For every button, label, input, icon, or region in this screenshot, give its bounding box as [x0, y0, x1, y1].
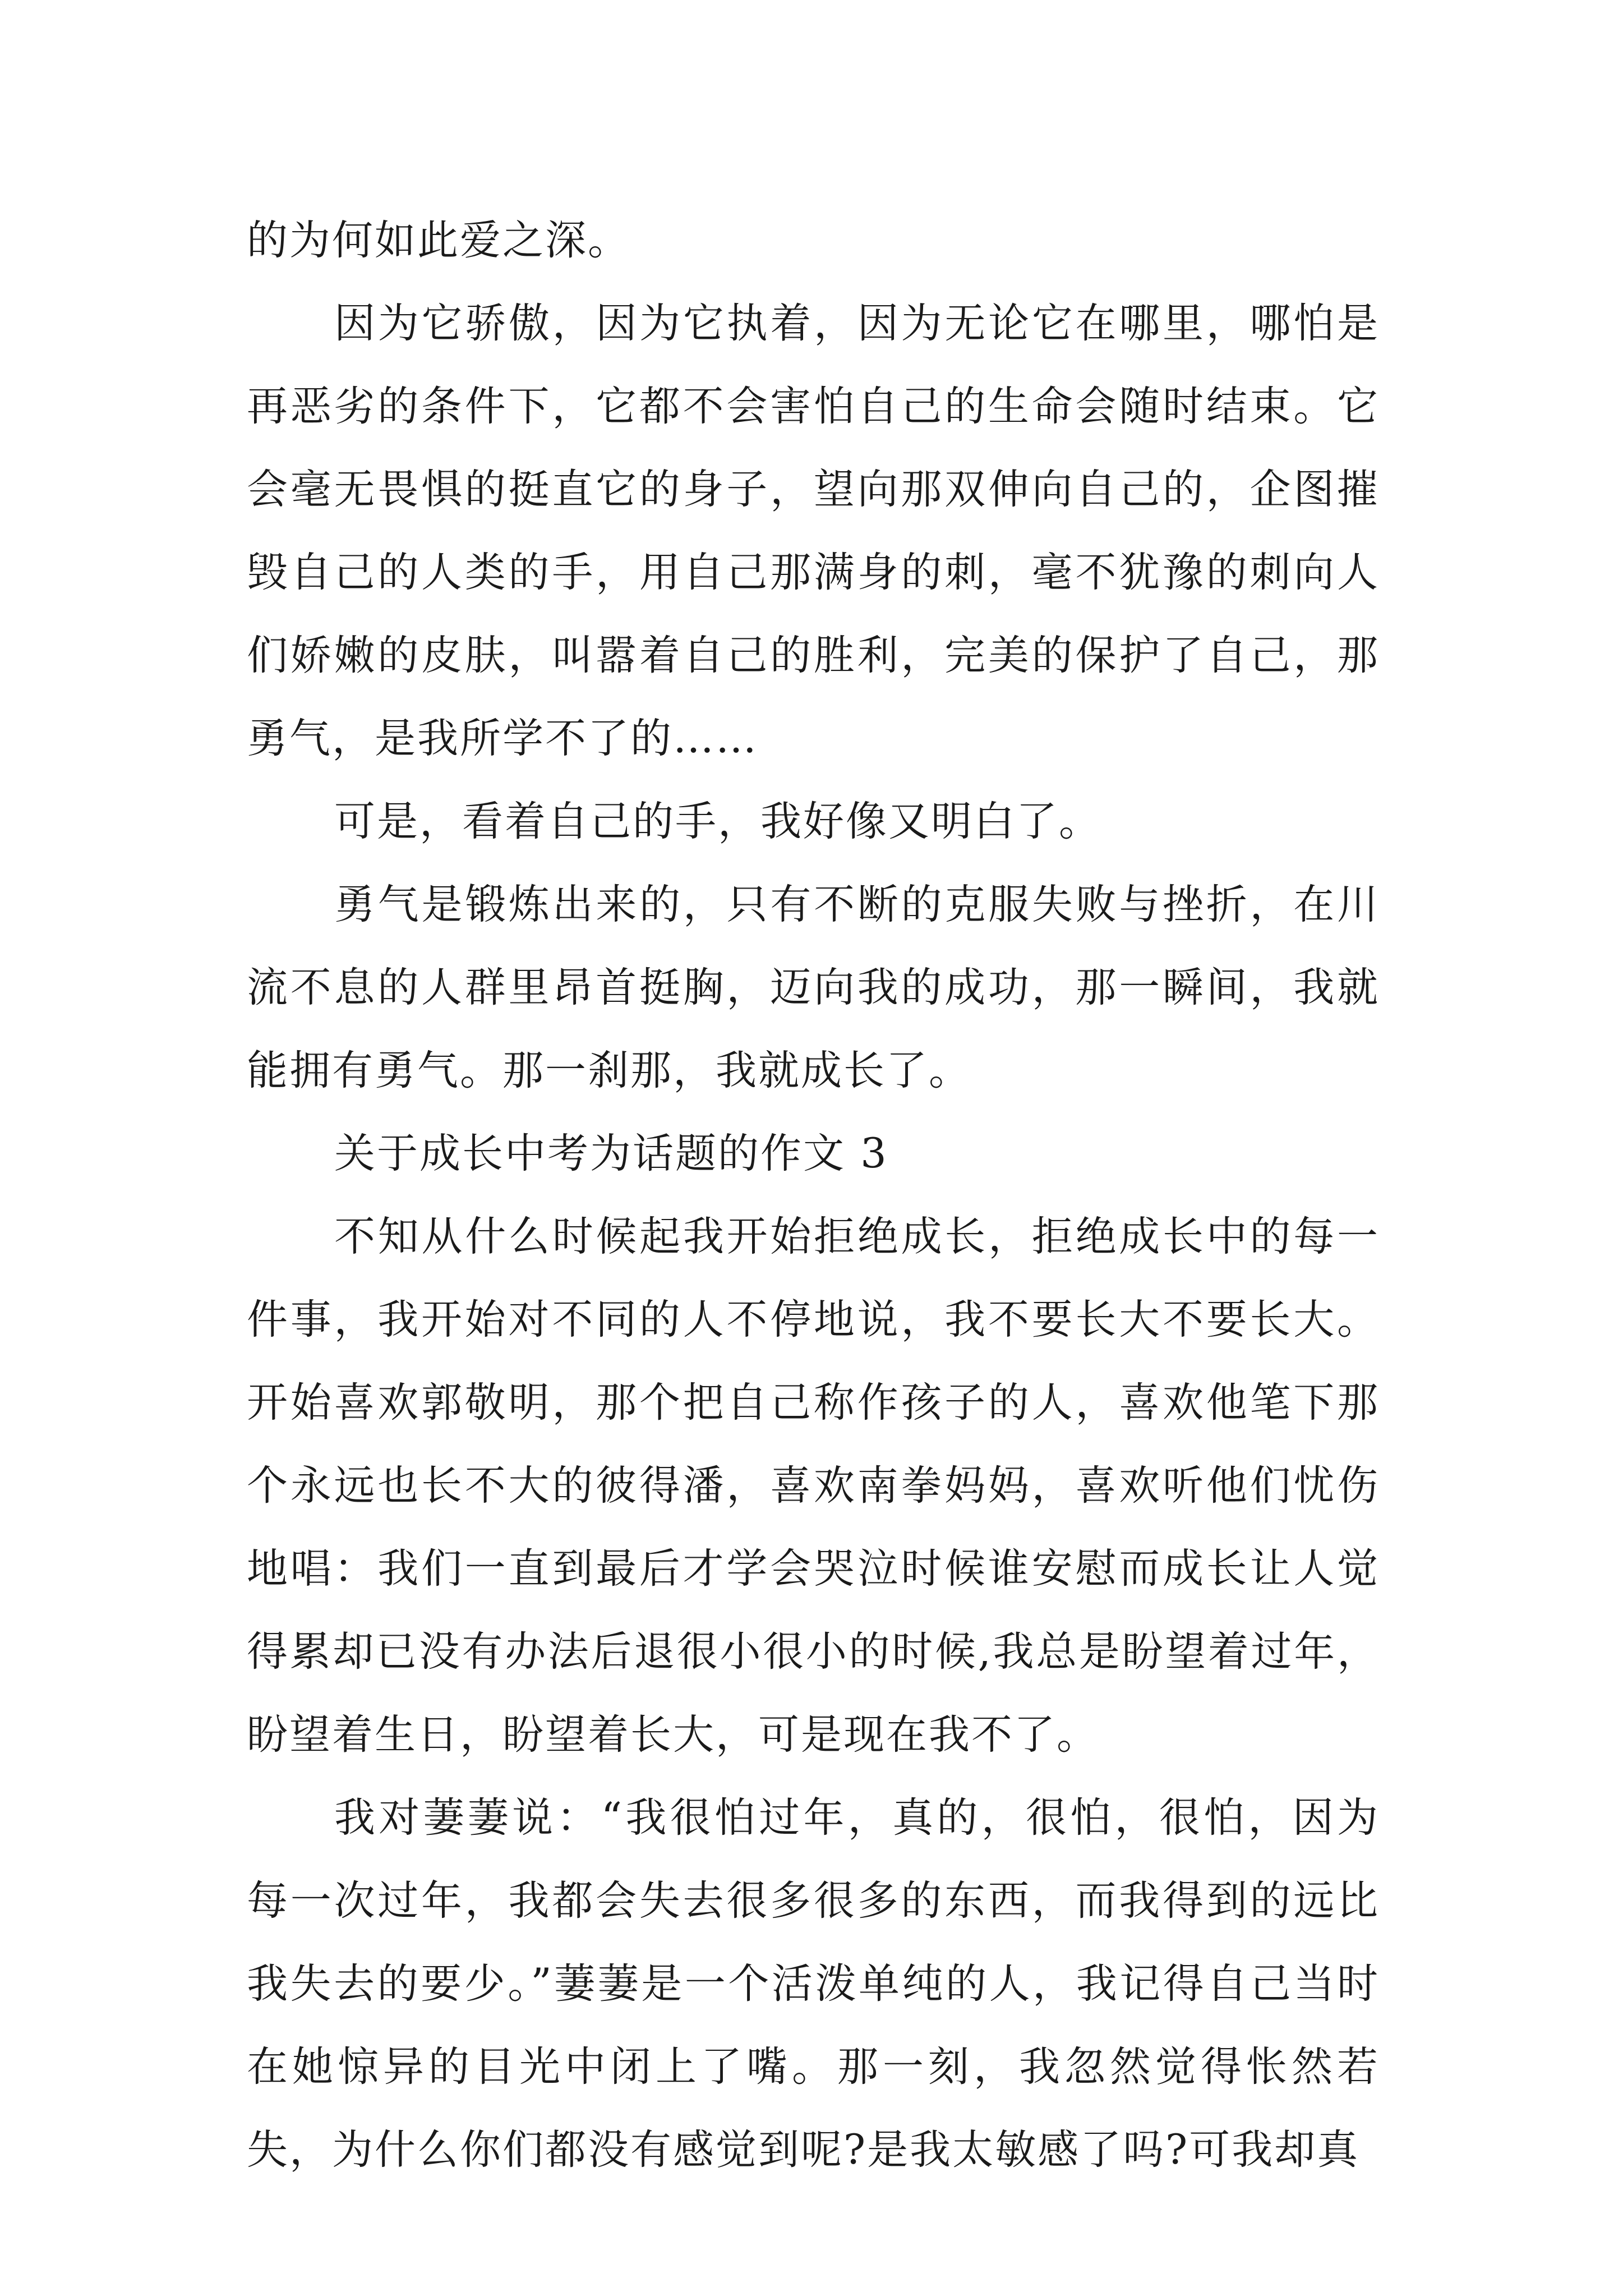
paragraph: 因为它骄傲，因为它执着，因为无论它在哪里，哪怕是再恶劣的条件下，它都不会害怕自己的生命会随时结束。它会毫无畏惧的挺直它的身子，望向那双伸向自己的，企图摧毁自己的人类的手，用自己那满身的刺，毫不犹豫的刺向人们娇嫩的皮肤，叫嚣着自己的胜利，完美的保护了自己，那勇气，是我所学不了的……	[247, 300, 1380, 762]
paragraph: 不知从什么时候起我开始拒绝成长，拒绝成长中的每一件事，我开始对不同的人不停地说，我不要长大不要长大。开始喜欢郭敬明，那个把自己称作孩子的人，喜欢他笔下那个永远也长不大的彼得潘，喜欢南拳妈妈，喜欢听他们忧伤地唱：我们一直到最后才学会哭泣时候谁安慰而成长让人觉得累却已没有办法后退很小很小的时候,我总是盼望着过年，盼望着生日，盼望着长大，可是现在我不了。	[247, 1213, 1380, 1759]
essay-title: 关于成长中考为话题的作文 3	[334, 1130, 888, 1177]
paragraph: 勇气是锻炼出来的，只有不断的克服失败与挫折，在川流不息的人群里昂首挺胸，迈向我的成功，那一瞬间，我就能拥有勇气。那一刹那，我就成长了。	[247, 881, 1380, 1094]
paragraph-continuation: 的为何如此爱之深。	[247, 217, 630, 264]
paragraph: 可是，看着自己的手，我好像又明白了。	[334, 798, 1101, 845]
essay-body	[247, 199, 1380, 2192]
paragraph: 我对萋萋说：“我很怕过年，真的，很怕，很怕，因为每一次过年，我都会失去很多很多的东西，而我得到的远比我失去的要少。”萋萋是一个活泼单纯的人，我记得自己当时在她惊异的目光中闭上了嘴。那一刻，我忽然觉得怅然若失，为什么你们都没有感觉到呢?是我太敏感了吗?可我却真	[247, 1794, 1380, 2174]
